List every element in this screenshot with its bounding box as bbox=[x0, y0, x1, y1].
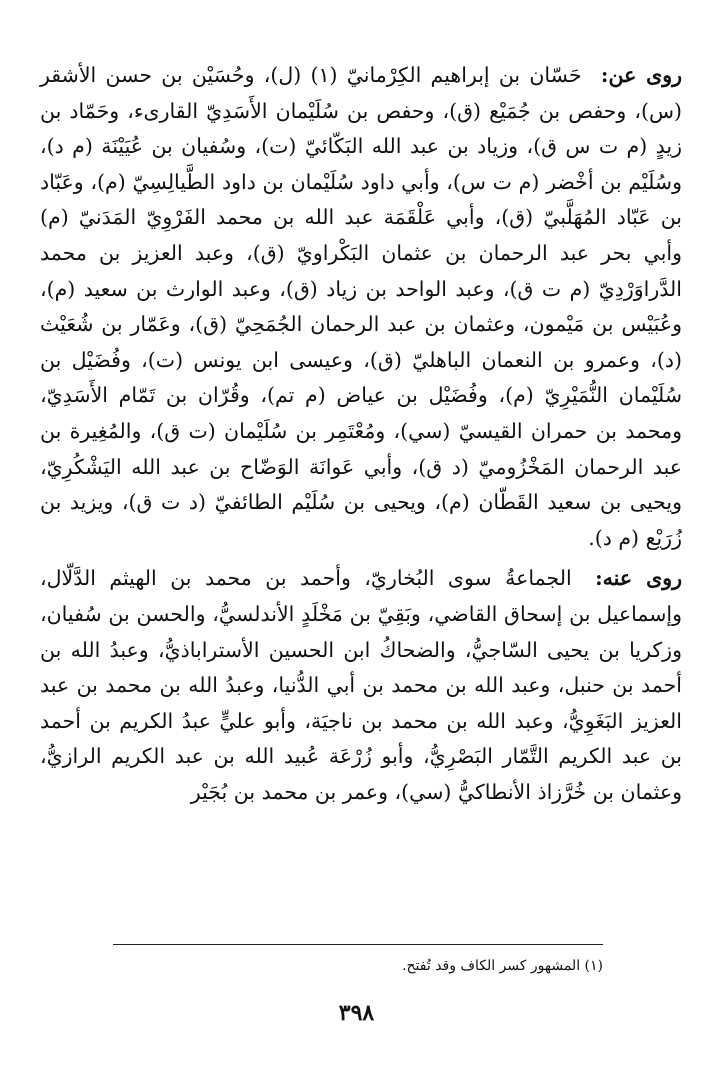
footnote: (١) المشهور كسر الكاف وقد تُفتح. bbox=[402, 958, 603, 974]
narrated-by-label: روى عنه: bbox=[595, 566, 682, 591]
narrated-from-text: حَسّان بن إبراهيم الكِرْمانيّ (١) (ل)، وحُسَيْن بن حسن الأشقر (س)، وحفص بن جُمَيْع (ق)، وحفص بن سُلَيْمان الأَسَدِيّ القارىء، وحَمّاد بن زيدٍ (م ت س ق)، وزياد بن عبد الله البَكّائيّ (ت)، وسُفيان بن عُيَيْنَة (م د)، وسُلَيْم بن أخْضر (م ت س)، وأبي داود سُلَيْمان بن داود الطَّيالِسِيّ (م)، وعَبّاد بن عَبّاد المُهَلَّبيّ (ق)، وأبي عَلْقَمَة عبد الله بن محمد الفَرْوِيّ المَدَنيّ (م) وأبي بحر عبد الرحمان بن عثمان البَكْراويّ (ق)، وعبد العزيز بن محمد الدَّراوَرْدِيّ (م ت ق)، وعبد الواحد بن زياد (ق)، وعبد الوارث بن سعيد (م)، وعُبَيْس بن مَيْمون، وعثمان بن عبد الرحمان الجُمَحِيّ (ق)، وعَمّار بن شُعَيْث (د)، وعمرو بن النعمان الباهليّ (ق)، وعيسى ابن يونس (ت)، وفُضَيْل بن سُلَيْمان النُّمَيْرِيّ (م)، وفُضَيْل بن عياض (م تم)، وقُرّان بن تَمّام الأَسَدِيّ، ومحمد بن حمران القيسيّ (سي)، ومُعْتَمِر بن سُلَيْمان (ت ق)، والمُغِيرة بن عبد الرحمان المَخْزُوميّ (د ق)، وأبي عَوانَة الوَضّاح بن عبد الله اليَشْكُرِيّ، ويحيى بن سعيد القَطّان (م)، ويحيى بن سُلَيْم الطائفيّ (د ت ق)، ويزيد بن زُرَيْع (م د). bbox=[40, 63, 682, 550]
narrated-from-label: روى عن: bbox=[600, 63, 682, 87]
narrated-by-paragraph bbox=[40, 561, 682, 810]
narrated-by-text: الجماعةُ سوى البُخاريّ، وأحمد بن محمد بن الهيثم الدَّلّال، وإسماعيل بن إسحاق القاضي، وبَقِيّ بن مَخْلَدٍ الأندلسيُّ، والحسن بن سُفيان، وزكريا بن يحيى السّاجيُّ، والضحاكُ ابن الحسين الأستراباذيُّ، وعبدُ الله بن أحمد بن حنبل، وعبد الله بن محمد بن أبي الدُّنيا، وعبدُ الله بن محمد بن عبد العزيز البَغَوِيُّ، وعبد الله بن محمد بن ناجيَة، وأبو عليٍّ عبدُ الكريم بن أحمد بن عبد الكريم التَّمّار البَصْرِيُّ، وأبو زُرْعَة عُبيد الله بن عبد الكريم الرازيُّ، وعثمان بن خُرَّزاذ الأنطاكيُّ (سي)، وعمر بن محمد بن بُجَيْر bbox=[40, 566, 682, 804]
page-number: ٣٩٨ bbox=[338, 1000, 375, 1026]
footnote-divider bbox=[113, 944, 603, 945]
narrated-from-paragraph bbox=[40, 58, 682, 556]
main-text bbox=[40, 58, 682, 810]
